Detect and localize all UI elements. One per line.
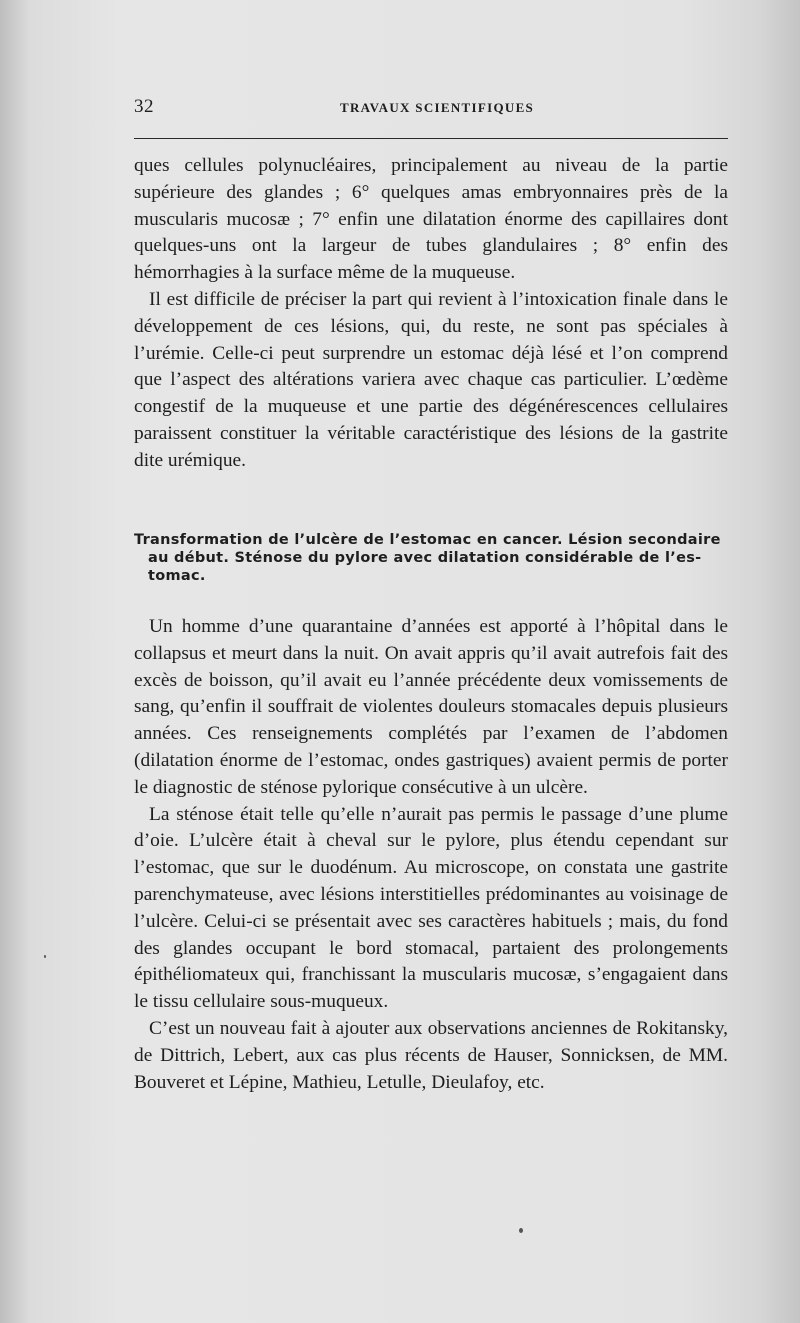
header-rule [134,138,728,139]
section-two-text [134,614,728,1096]
paragraph: Un homme d’une quarantaine d’années est apporté à l’hôpital dans le collapsus et meurt dans la nuit. On avait appris qu’il avait autrefois fait des excès de boisson, qu’il avait eu l’année précédente deux vomissements de sang, qu’enfin il souffrait de violentes douleurs stomacales depuis plusieurs années. Ces renseignements complétés par l’examen de l’abdomen (dilatation énorme de l’estomac, ondes gastriques) avaient permis de porter le diagnostic de sténose pylorique consécutive à un ulcère. [134,616,728,798]
section-one-text [134,153,728,475]
page-number: 32 [134,96,154,117]
paragraph: Il est difficile de préciser la part qui revient à l’intoxication finale dans le développement de ces lésions, qui, du reste, ne sont pas spéciales à l’urémie. Celle-ci peut surprendre un estomac déjà lésé et l’on comprend que l’aspect des altérations variera avec chaque cas particulier. L’œdème congestif de la muqueuse et une partie des dégénérescences cellulaires paraissent constituer la véritable caractéristique des lésions de la gastrite dite urémique. [134,288,728,471]
section-heading-line-3: tomac. [148,568,206,584]
paper-speck [44,955,46,958]
section-heading-line-2: au début. Sténose du pylore avec dilatation considérable de l’es- [148,550,702,566]
paragraph: C’est un nouveau fait à ajouter aux observations anciennes de Rokitansky, de Dittrich, Lebert, aux cas plus récents de Hauser, Sonnicksen, de MM. Bouveret et Lépine, Mathieu, Letulle, Dieulafoy, etc. [134,1017,728,1093]
paragraph: ques cellules polynucléaires, principalement au niveau de la partie supérieure des glandes ; 6° quelques amas embryonnaires près de la muscularis mucosæ ; 7° enfin une dilatation énorme des capillaires dont quelques-uns ont la largeur de tubes glandulaires ; 8° enfin des hémorrhagies à la surface même de la muqueuse. [134,155,728,284]
paragraph: La sténose était telle qu’elle n’aurait pas permis le passage d’une plume d’oie. L’ulcère était à cheval sur le pylore, plus étendu cependant sur l’estomac, que sur le duodénum. Au microscope, on constata une gastrite parenchymateuse, avec lésions interstitielles prédominantes au voisinage de l’ulcère. Celui-ci se présentait avec ses caractères habituels ; mais, du fond des glandes occupant le bord stomacal, partaient des prolongements épithéliomateux qui, franchissant la muscularis mucosæ, s’engagaient dans le tissu cellulaire sous-muqueux. [134,803,728,1013]
section-heading [134,531,728,585]
running-title: TRAVAUX SCIENTIFIQUES [340,100,535,115]
running-head [134,96,724,126]
section-heading-line-1: Transformation de l’ulcère de l’estomac en cancer. Lésion secondaire [134,532,721,548]
paper-speck [519,1228,523,1233]
